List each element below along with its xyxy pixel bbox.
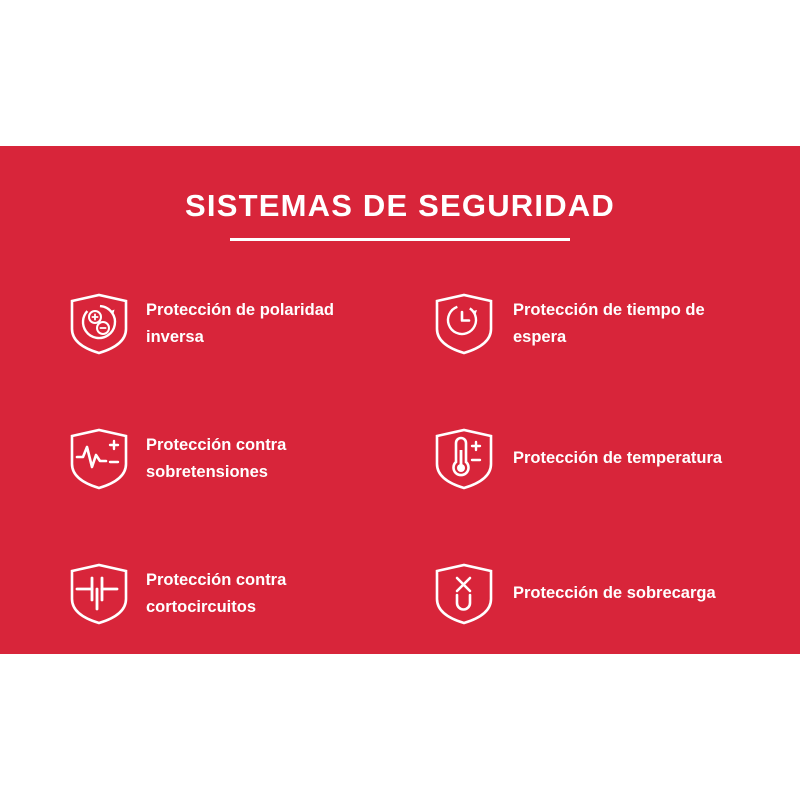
feature-item-overload: [411, 526, 756, 661]
feature-item-standby-time: [411, 256, 756, 391]
feature-label: Protección de temperatura: [513, 449, 723, 468]
short-circuit-shield-icon: [66, 561, 132, 627]
features-row-1: [66, 256, 756, 391]
feature-item-temperature: [411, 391, 756, 526]
reverse-polarity-shield-icon: [66, 291, 132, 357]
feature-label: Protección de tiempo de espera: [513, 301, 705, 346]
feature-item-overvoltage: [66, 391, 411, 526]
features-row-3: [66, 526, 756, 661]
standby-time-shield-icon: [431, 291, 497, 357]
temperature-shield-icon: [431, 426, 497, 492]
feature-label: Protección de sobrecarga: [513, 584, 716, 603]
banner-header: [0, 146, 800, 241]
overload-shield-icon: [431, 561, 497, 627]
overvoltage-shield-icon: [66, 426, 132, 492]
page-title: SISTEMAS DE SEGURIDAD: [185, 188, 615, 223]
feature-item-short-circuit: [66, 526, 411, 661]
features-row-2: [66, 391, 756, 526]
safety-systems-banner: [0, 146, 800, 654]
features-grid: [66, 256, 756, 661]
title-divider: [230, 238, 570, 241]
feature-label: Protección de polaridad inversa: [146, 301, 334, 346]
feature-label: Protección contra sobretensiones: [146, 436, 287, 481]
feature-item-reverse-polarity: [66, 256, 411, 391]
feature-label: Protección contra cortocircuitos: [146, 571, 287, 616]
